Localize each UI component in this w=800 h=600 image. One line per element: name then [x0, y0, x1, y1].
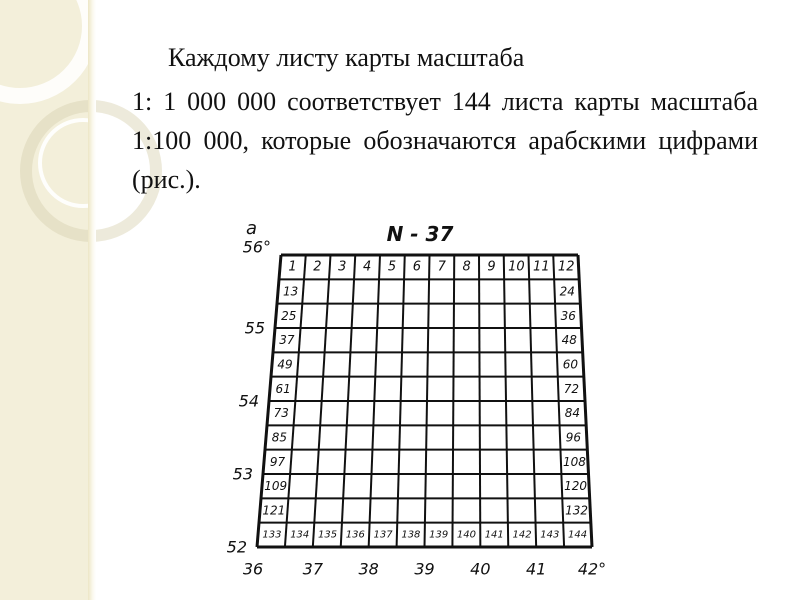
cell-number: 132 — [565, 503, 589, 518]
cell-number: 96 — [565, 430, 582, 445]
cell-number: 6 — [412, 259, 422, 275]
cell-number: 121 — [262, 503, 286, 518]
paragraph-text: 1: 1 000 000 соответствует 144 листа карты масштаба 1:100 000, которые обозначаются арабскими цифрами (рис.). — [132, 87, 758, 194]
cell-number: 48 — [561, 333, 577, 348]
cell-number: 109 — [264, 479, 288, 494]
cell-number: 8 — [462, 259, 471, 275]
cell-number: 120 — [564, 479, 587, 494]
cell-number: 2 — [313, 259, 322, 275]
cell-number: 60 — [562, 357, 578, 372]
cell-number: 138 — [401, 529, 421, 541]
longitude-label: 36 — [242, 559, 264, 579]
cell-number: 36 — [560, 308, 576, 323]
cell-number: 144 — [568, 529, 588, 541]
cell-number: 139 — [429, 529, 449, 541]
latitude-label: 54 — [238, 391, 259, 411]
cell-number: 134 — [290, 529, 310, 541]
cell-number: 141 — [484, 529, 504, 541]
grid-column-line — [479, 255, 480, 547]
latitude-label: 56° — [242, 237, 271, 257]
cell-number: 7 — [437, 259, 446, 275]
longitude-label: 38 — [358, 559, 379, 579]
latitude-label: 52 — [226, 537, 247, 557]
cell-number: 136 — [345, 529, 365, 541]
longitude-label: 40 — [470, 559, 491, 579]
cell-number: 25 — [281, 308, 297, 323]
cell-number: 85 — [271, 430, 288, 445]
cell-number: 4 — [363, 259, 372, 275]
cell-number: 49 — [277, 357, 293, 372]
latitude-label: 55 — [244, 318, 265, 338]
cell-number: 97 — [269, 454, 286, 469]
latitude-label: 53 — [232, 464, 253, 484]
cell-number: 5 — [387, 259, 397, 275]
cell-number: 12 — [557, 259, 575, 275]
cell-number: 24 — [559, 284, 575, 299]
cell-number: 135 — [317, 529, 338, 541]
grid-column-line — [452, 255, 454, 547]
cell-number: 72 — [563, 381, 580, 396]
cell-number: 133 — [262, 529, 282, 541]
longitude-label: 41 — [525, 559, 547, 579]
longitude-label: 39 — [414, 559, 435, 579]
cell-number: 73 — [273, 406, 289, 421]
cell-number: 13 — [282, 284, 299, 299]
figure-corner-label: а — [246, 218, 258, 239]
cell-number: 137 — [373, 529, 393, 541]
cell-number: 9 — [487, 259, 496, 275]
cell-number: 37 — [279, 333, 295, 348]
longitude-label: 37 — [302, 559, 324, 579]
paragraph-first-line: Каждому листу карты масштаба — [168, 43, 525, 72]
cell-number: 3 — [338, 259, 347, 275]
longitude-label: 42° — [577, 559, 607, 579]
cell-number: 140 — [456, 529, 476, 541]
cell-number: 1 — [288, 259, 297, 275]
cell-number: 84 — [564, 406, 581, 421]
sheet-grid — [257, 255, 592, 547]
cell-number: 61 — [275, 381, 291, 396]
cell-number: 11 — [533, 259, 550, 275]
cell-number: 108 — [563, 454, 586, 469]
cell-number: 142 — [512, 529, 532, 541]
sheet-numbers — [227, 238, 607, 579]
cell-number: 143 — [540, 529, 560, 541]
sheet-title: N - 37 — [386, 222, 454, 246]
cell-number: 10 — [508, 259, 525, 275]
